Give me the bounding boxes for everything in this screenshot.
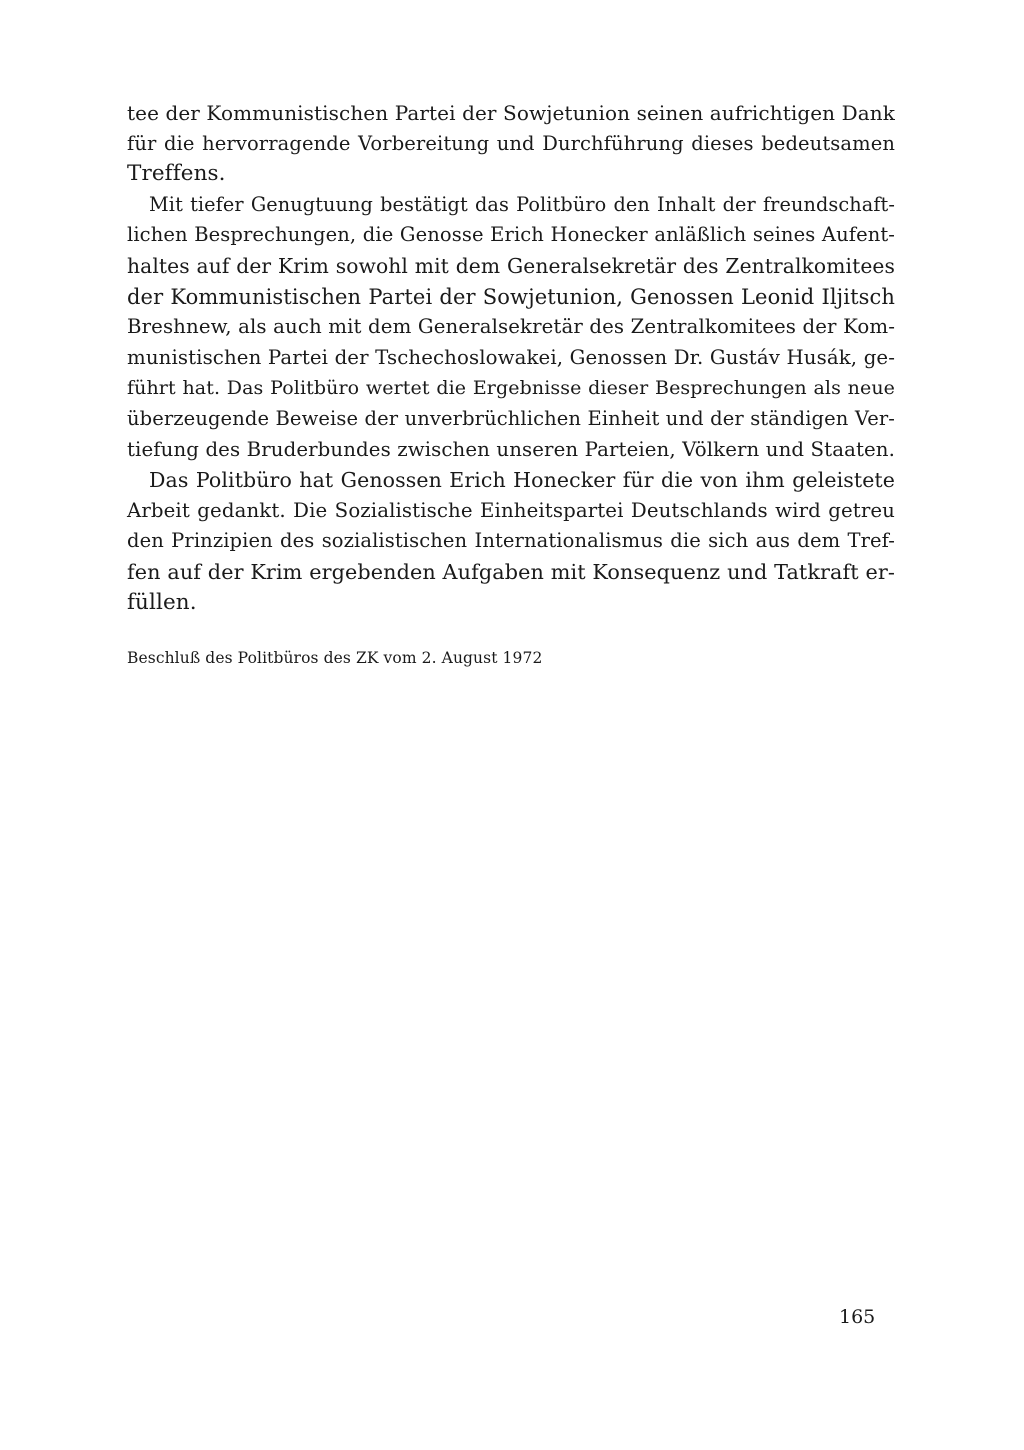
body-text bbox=[127, 98, 895, 618]
paragraph-2 bbox=[127, 190, 895, 465]
page-number: 165 bbox=[839, 1306, 876, 1328]
text-line: den Prinzipien des sozialistischen Internationalismus die sich aus dem Tref- bbox=[127, 529, 895, 553]
text-line: führt hat. Das Politbüro wertet die Ergebnisse dieser Besprechungen als neue bbox=[127, 377, 895, 400]
text-line: überzeugende Beweise der unverbrüchlichen Einheit und der ständigen Ver- bbox=[127, 406, 895, 430]
text-line: tiefung des Bruderbundes zwischen unseren Parteien, Völkern und Staaten. bbox=[127, 437, 895, 461]
paragraph-3 bbox=[127, 465, 895, 618]
text-line: Das Politbüro hat Genossen Erich Honecker für die von ihm geleistete bbox=[149, 468, 895, 493]
text-line: für die hervorragende Vorbereitung und Durchführung dieses bedeutsamen bbox=[127, 131, 895, 155]
text-line: fen auf der Krim ergebenden Aufgaben mit Konsequenz und Tatkraft er- bbox=[127, 559, 895, 584]
text-line: der Kommunistischen Partei der Sowjetunion, Genossen Leonid Iljitsch bbox=[127, 284, 895, 309]
text-line: tee der Kommunistischen Partei der Sowjetunion seinen aufrichtigen Dank bbox=[127, 101, 895, 125]
text-line: haltes auf der Krim sowohl mit dem Generalsekretär des Zentralkomitees bbox=[127, 253, 895, 278]
text-line: Treffens. bbox=[127, 161, 226, 187]
text-line: Breshnew, als auch mit dem Generalsekretär des Zentralkomitees der Kom- bbox=[127, 315, 895, 339]
text-line: füllen. bbox=[127, 589, 197, 615]
text-line: Mit tiefer Genugtuung bestätigt das Politbüro den Inhalt der freundschaft- bbox=[149, 192, 895, 216]
text-line: Arbeit gedankt. Die Sozialistische Einheitspartei Deutschlands wird getreu bbox=[127, 498, 895, 522]
source-note: Beschluß des Politbüros des ZK vom 2. August 1972 bbox=[127, 649, 543, 667]
paragraph-1 bbox=[127, 98, 895, 190]
text-line: lichen Besprechungen, die Genosse Erich Honecker anläßlich seines Aufent- bbox=[127, 223, 895, 247]
text-line: munistischen Partei der Tschechoslowakei, Genossen Dr. Gustáv Husák, ge- bbox=[127, 345, 895, 369]
